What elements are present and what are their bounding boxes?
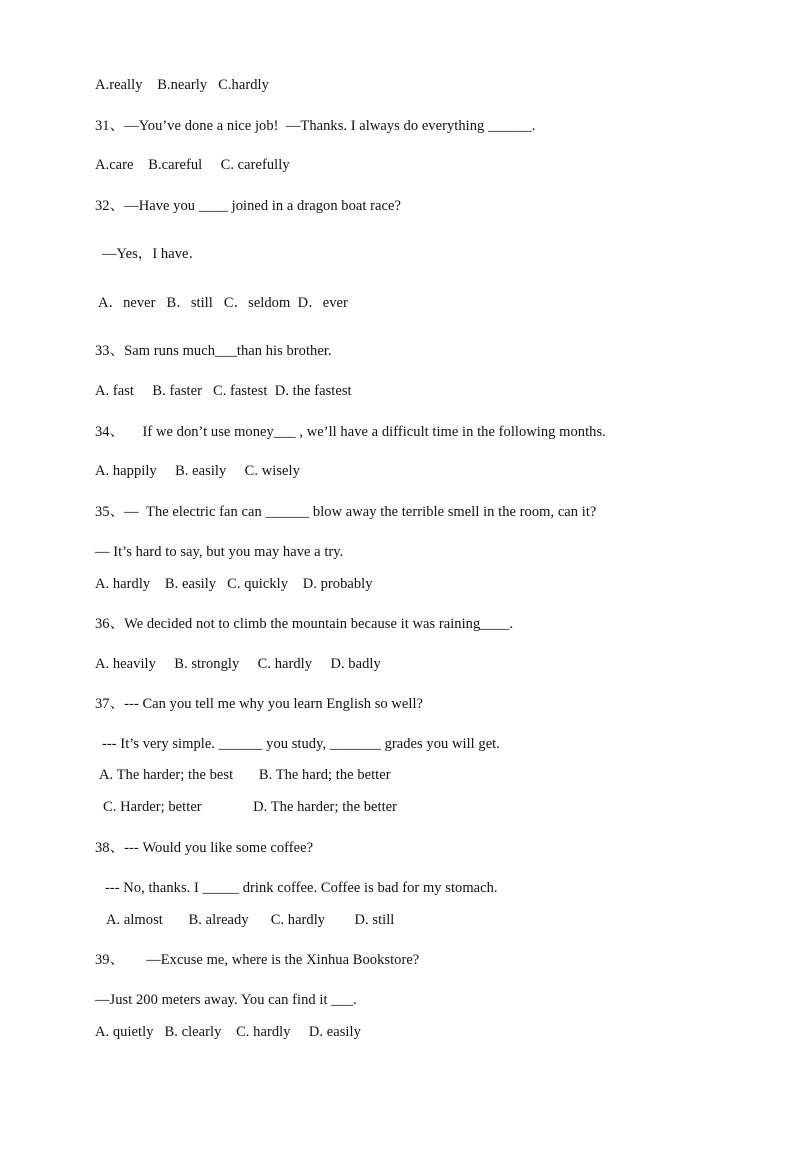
q31-question: 31、—You’ve done a nice job! —Thanks. I always do everything ______. bbox=[95, 118, 536, 134]
q38-options: A. almost B. already C. hardly D. still bbox=[106, 912, 395, 928]
q35-question: 35、— The electric fan can ______ blow away the terrible smell in the room, can it? bbox=[95, 504, 597, 520]
q33-question: 33、Sam runs much___than his brother. bbox=[95, 343, 332, 359]
q37-answer: --- It’s very simple. ______ you study, _______ grades you will get. bbox=[102, 736, 500, 752]
q39-answer: —Just 200 meters away. You can find it ___. bbox=[95, 992, 357, 1008]
q33-options: A. fast B. faster C. fastest D. the fastest bbox=[95, 383, 352, 399]
q34-options: A. happily B. easily C. wisely bbox=[95, 463, 300, 479]
q36-question: 36、We decided not to climb the mountain because it was raining____. bbox=[95, 616, 514, 632]
q37-options-row1: A. The harder; the best B. The hard; the better bbox=[99, 767, 391, 783]
q34-question: 34、 If we don’t use money___ , we’ll have a difficult time in the following months. bbox=[95, 424, 606, 440]
q32-question: 32、—Have you ____ joined in a dragon boat race? bbox=[95, 198, 401, 214]
q37-question: 37、--- Can you tell me why you learn English so well? bbox=[95, 696, 424, 712]
q32-options: A．never B．still C．seldom D．ever bbox=[98, 295, 348, 311]
q31-options: A.care B.careful C. carefully bbox=[95, 157, 290, 173]
q36-options: A. heavily B. strongly C. hardly D. badly bbox=[95, 656, 381, 672]
q37-options-row2: C. Harder; better D. The harder; the better bbox=[103, 799, 398, 815]
q35-answer: — It’s hard to say, but you may have a try. bbox=[95, 544, 344, 560]
q30-options: A.really B.nearly C.hardly bbox=[95, 77, 269, 93]
q39-question: 39、 —Excuse me, where is the Xinhua Bookstore? bbox=[95, 952, 420, 968]
q39-options: A. quietly B. clearly C. hardly D. easily bbox=[95, 1024, 361, 1040]
q38-question: 38、--- Would you like some coffee? bbox=[95, 840, 314, 856]
q32-answer: —Yes，I have． bbox=[102, 246, 204, 262]
q38-answer: --- No, thanks. I _____ drink coffee. Coffee is bad for my stomach. bbox=[105, 880, 498, 896]
q35-options: A. hardly B. easily C. quickly D. probably bbox=[95, 576, 373, 592]
